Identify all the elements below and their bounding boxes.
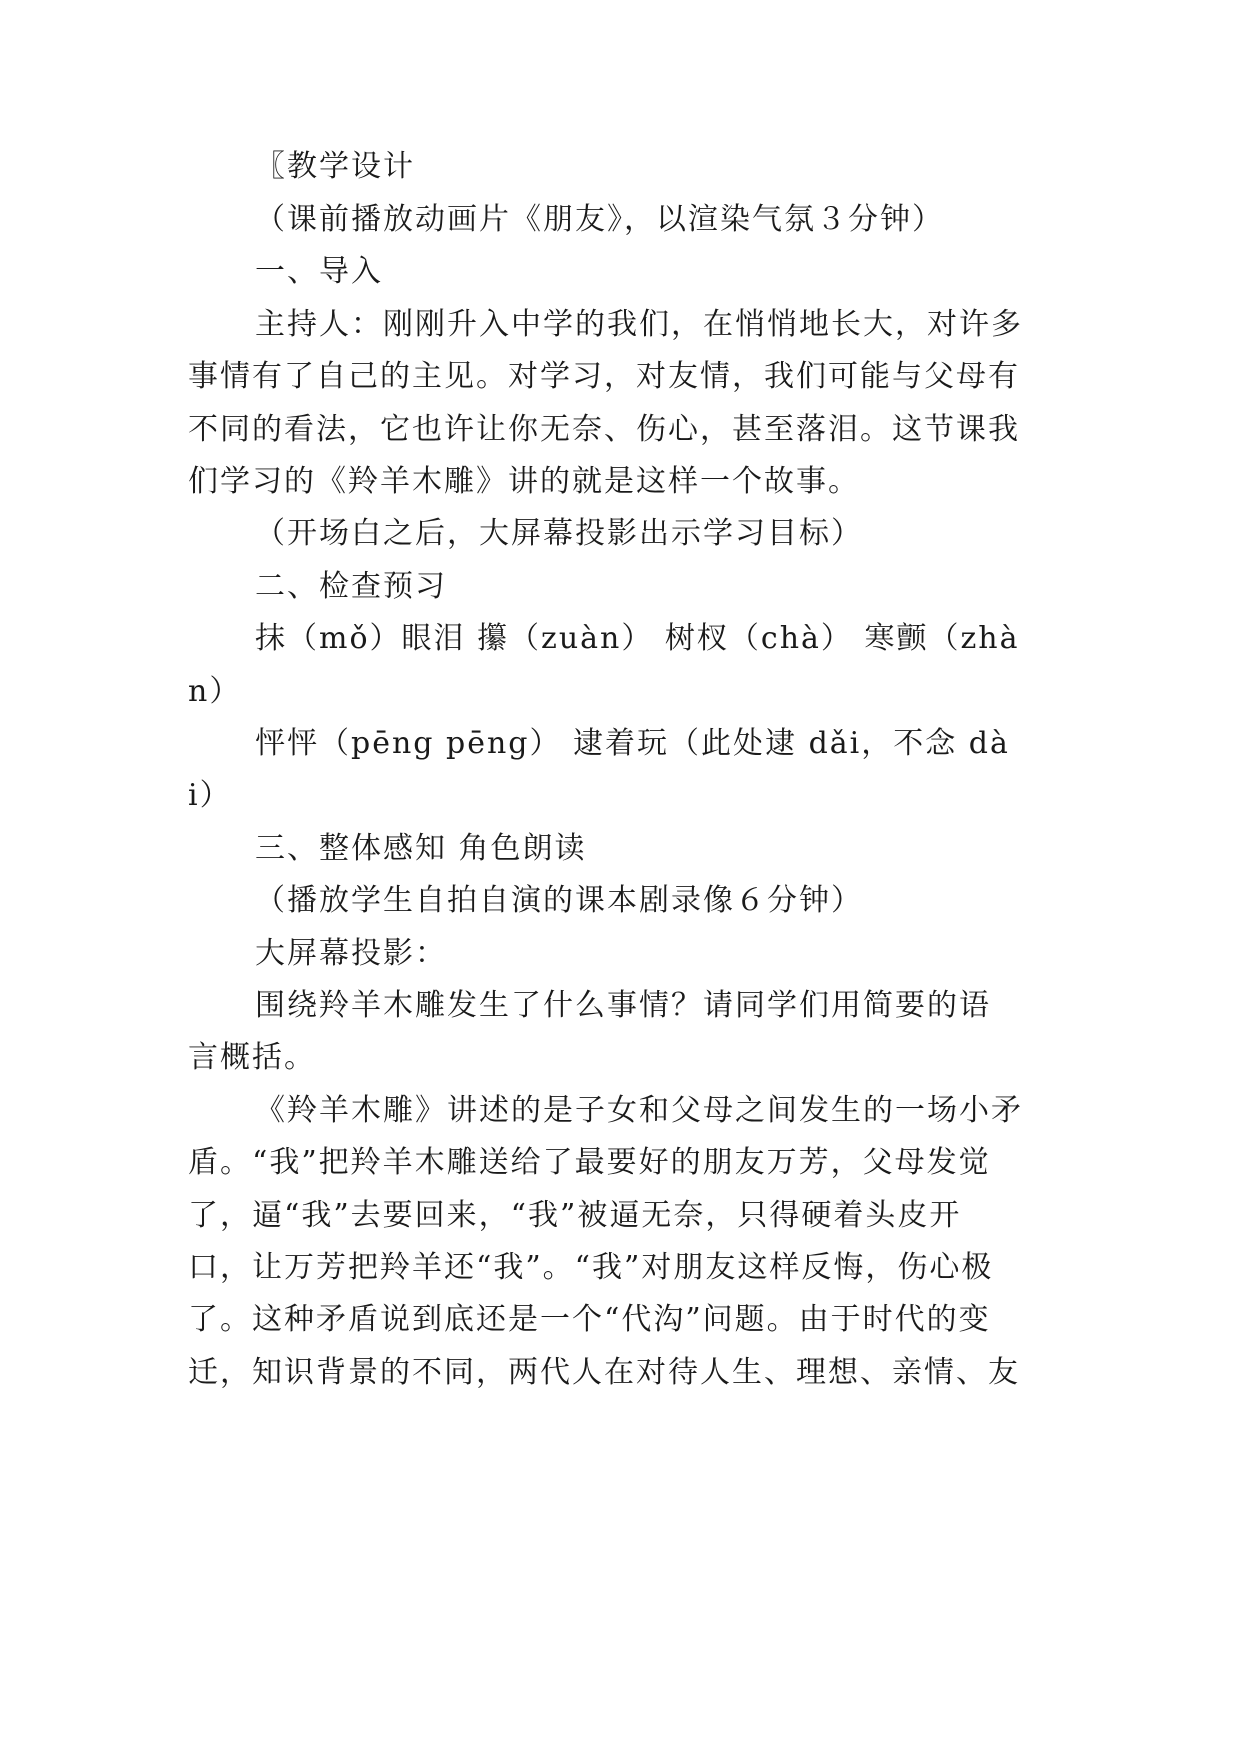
- section-heading-preview-check: 二、检查预习: [255, 569, 447, 604]
- vocabulary-line: 抹（mǒ）眼泪 攥（zuàn） 树杈（chà） 寒颤（zhà: [255, 621, 1020, 656]
- section-heading-role-reading: 三、整体感知 角色朗读: [255, 831, 587, 866]
- section-heading-teaching-design: 〖教学设计: [255, 149, 415, 184]
- paragraph-line: 盾。“我”把羚羊木雕送给了最要好的朋友万芳，父母发觉: [188, 1145, 991, 1180]
- paragraph-line: 迁，知识背景的不同，两代人在对待人生、理想、亲情、友: [188, 1355, 1020, 1390]
- question-line: 言概括。: [188, 1040, 316, 1075]
- paragraph-line: 了。这种矛盾说到底还是一个“代沟”问题。由于时代的变: [188, 1302, 991, 1337]
- stage-note-objectives: （开场白之后，大屏幕投影出示学习目标）: [255, 516, 863, 551]
- paragraph-line: 了，逼“我”去要回来，“我”被逼无奈，只得硬着头皮开: [188, 1198, 962, 1233]
- vocabulary-line: i）: [188, 778, 232, 813]
- question-line: 围绕羚羊木雕发生了什么事情？请同学们用简要的语: [255, 988, 991, 1023]
- paragraph-line: 事情有了自己的主见。对学习，对友情，我们可能与父母有: [188, 359, 1020, 394]
- projection-label: 大屏幕投影：: [255, 936, 447, 971]
- paragraph-line: 们学习的《羚羊木雕》讲的就是这样一个故事。: [188, 464, 860, 499]
- paragraph-line: 口，让万芳把羚羊还“我”。“我”对朋友这样反悔，伤心极: [188, 1250, 994, 1285]
- vocabulary-line: 怦怦（pēng pēng） 逮着玩（此处逮 dǎi，不念 dà: [255, 726, 1010, 761]
- vocabulary-line: n）: [188, 674, 242, 709]
- paragraph-line: 《羚羊木雕》讲述的是子女和父母之间发生的一场小矛: [255, 1093, 1023, 1128]
- stage-note-animation: （课前播放动画片《朋友》，以渲染气氛３分钟）: [255, 202, 944, 237]
- section-heading-introduction: 一、导入: [255, 254, 383, 289]
- stage-note-video: （播放学生自拍自演的课本剧录像６分钟）: [255, 883, 863, 918]
- paragraph-line: 主持人：刚刚升入中学的我们，在悄悄地长大，对许多: [255, 307, 1023, 342]
- paragraph-line: 不同的看法，它也许让你无奈、伤心，甚至落泪。这节课我: [188, 412, 1020, 447]
